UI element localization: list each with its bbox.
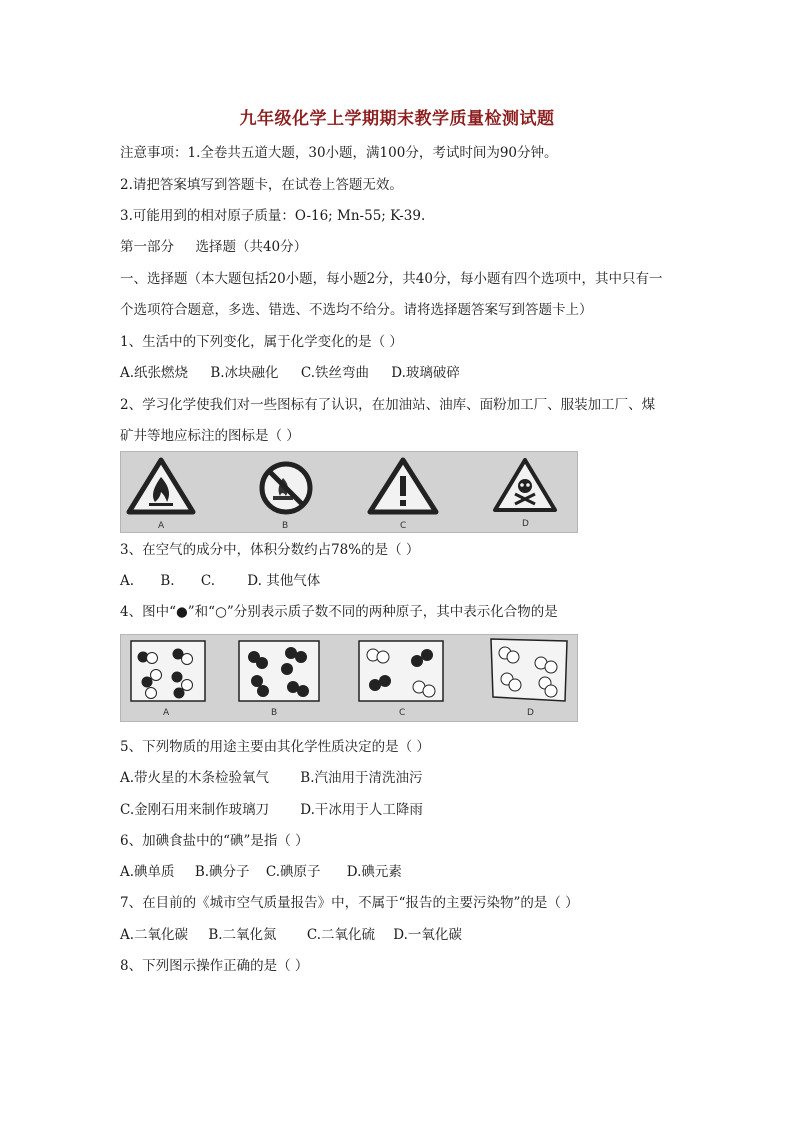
q7-option-a: A.二氧化碳 (120, 927, 189, 943)
q2-stem-line-1: 2、学习化学使我们对一些图标有了认识，在加油站、油库、面粉加工厂、服装加工厂、煤 (120, 397, 656, 413)
q4-label-c: C (399, 708, 406, 718)
q2-label-c: C (400, 521, 407, 531)
q4-label-b: B (271, 708, 278, 718)
q7-option-b: B.二氧化氮 (208, 927, 277, 943)
note-1: 注意事项：1.全卷共五道大题，30小题，满100分，考试时间为90分钟。 (120, 145, 558, 161)
q4-label-d: D (527, 708, 534, 718)
q6-option-c: C.碘原子 (265, 864, 321, 880)
q5-option-c: C.金刚石用来制作玻璃刀 (120, 802, 270, 818)
q8-stem: 8、下列图示操作正确的是（ ） (120, 958, 309, 974)
q2-label-b: B (282, 521, 289, 531)
note-2: 2.请把答案填写到答题卡，在试卷上答题无效。 (120, 177, 403, 193)
note-3: 3.可能用到的相对原子质量：O-16; Mn-55; K-39. (120, 208, 426, 224)
q4-label-a: A (163, 708, 170, 718)
q5-stem: 5、下列物质的用途主要由其化学性质决定的是（ ） (120, 739, 430, 755)
q5-option-d: D.干冰用于人工降雨 (300, 802, 423, 818)
warning-sign-icon (370, 460, 436, 512)
q3-option-a: A. (120, 573, 135, 589)
q7-option-d: D.一氧化碳 (393, 927, 462, 943)
instructions-line-2: 个选项符合题意，多选、错选、不选均不给分。请将选择题答案写到答题卡上） (120, 302, 593, 318)
q7-option-c: C.二氧化硫 (306, 927, 375, 943)
q1-option-d: D.玻璃破碎 (391, 365, 460, 381)
q5-option-b: B.汽油用于清洗油污 (300, 770, 423, 786)
q6-option-b: B.碘分子 (194, 864, 250, 880)
page-title: 九年级化学上学期期末教学质量检测试题 (239, 109, 555, 129)
toxic-sign-icon (495, 460, 555, 510)
no-fire-sign-icon (262, 464, 310, 512)
q3-option-c: C. (200, 573, 215, 589)
q4-particle-panel (120, 634, 578, 722)
q1-options (120, 364, 478, 382)
q7-stem: 7、在目前的《城市空气质量报告》中，不属于“报告的主要污染物”的是（ ） (120, 895, 579, 911)
q3-option-d: D. 其他气体 (247, 573, 321, 589)
q6-option-a: A.碘单质 (120, 864, 175, 880)
flammable-sign-icon (129, 460, 193, 512)
q5-options-row-1 (120, 769, 441, 787)
instructions-line-1: 一、选择题（本大题包括20小题，每小题2分，共40分，每小题有四个选项中，其中只有一 (120, 271, 663, 287)
particle-box-b (239, 641, 319, 701)
q1-option-c: C.铁丝弯曲 (300, 365, 369, 381)
q3-option-b: B. (160, 573, 175, 589)
q6-option-d: D.碘元素 (346, 864, 402, 880)
q1-stem: 1、生活中的下列变化，属于化学变化的是（ ） (120, 334, 403, 350)
section-heading: 第一部分 选择题（共40分） (120, 239, 308, 255)
q1-option-a: A.纸张燃烧 (120, 365, 189, 381)
particle-box-d (491, 639, 567, 701)
q2-stem-line-2: 矿井等地应标注的图标是（ ） (120, 428, 300, 444)
particle-box-c (359, 641, 443, 701)
q2-label-d: D (522, 519, 529, 529)
q5-options-row-2 (120, 801, 441, 819)
q2-sign-panel (120, 451, 578, 533)
q5-option-a: A.带火星的木条检验氧气 (120, 770, 270, 786)
q3-options (120, 572, 338, 590)
q7-options (120, 926, 480, 944)
q6-stem: 6、加碘食盐中的“碘”是指（ ） (120, 833, 309, 849)
q4-stem: 4、图中“●”和“○”分别表示质子数不同的两种原子，其中表示化合物的是 (120, 604, 558, 620)
particle-box-a (131, 641, 205, 701)
q1-option-b: B.冰块融化 (210, 365, 279, 381)
q2-label-a: A (158, 521, 165, 531)
q6-options (120, 863, 420, 881)
q3-stem: 3、在空气的成分中，体积分数约占78%的是（ ） (120, 542, 420, 558)
